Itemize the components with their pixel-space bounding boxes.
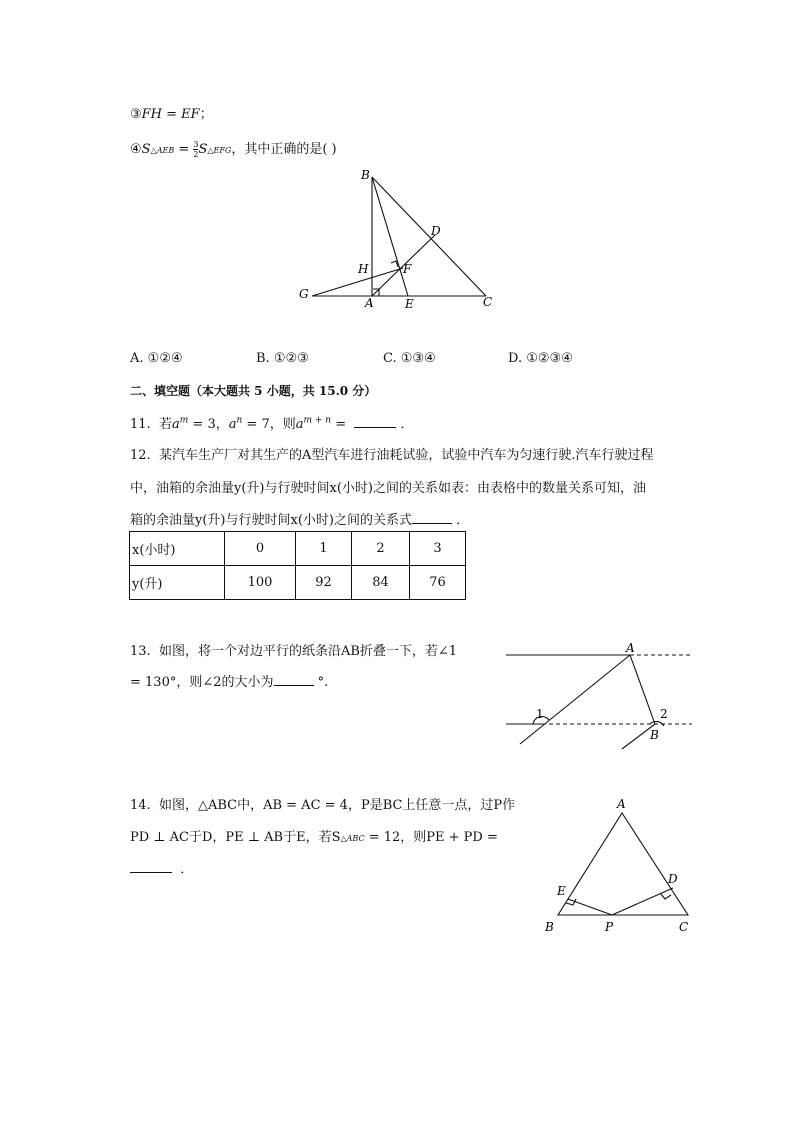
label-e: E — [557, 884, 566, 898]
q11-prefix: 若 — [158, 417, 172, 432]
statement-4-number: ④ — [130, 142, 142, 157]
option-c-letter: C. — [383, 351, 397, 366]
right-angle-d — [661, 894, 671, 899]
option-d-letter: D. — [508, 351, 523, 366]
q14-text-line-1: 如图，△ABC中，AB = AC = 4，P是BC上任意一点，过P作 — [158, 798, 516, 813]
q11-exp-2: n — [236, 415, 243, 426]
question-14-line-3 — [130, 858, 193, 877]
question-11-number: 11. — [130, 417, 151, 432]
q11-end: ． — [400, 417, 414, 432]
section-2-title: 二、填空题（本大题共 5 小题，共 15.0 分） — [130, 384, 377, 398]
statement-3 — [130, 103, 213, 122]
q11-text-1: = 3， — [188, 417, 229, 432]
area-efg-subscript: △EFG — [207, 146, 232, 155]
q12-answer-blank[interactable] — [412, 511, 452, 524]
area-aeb-symbol: S — [141, 142, 151, 157]
q11-exp-1: m — [179, 415, 189, 426]
label-h: H — [358, 262, 369, 276]
q11-exp-3: m + n — [303, 415, 332, 426]
area-aeb-subscript: △AEB — [150, 146, 175, 155]
question-12-line-1 — [130, 444, 653, 463]
segment-a-left — [520, 655, 630, 744]
table-cell: 76 — [410, 566, 466, 600]
fraction-numerator: 3 — [193, 140, 199, 149]
question-14-line-2 — [130, 826, 498, 845]
label-e: E — [405, 297, 414, 311]
label-b: B — [650, 728, 659, 742]
right-angle-f — [391, 261, 398, 267]
segment-bc — [372, 177, 486, 296]
q11-base-2: a — [228, 417, 237, 432]
option-d[interactable] — [508, 351, 573, 366]
label-d: D — [668, 872, 678, 886]
statement-3-number: ③ — [130, 107, 142, 122]
label-angle-1: 1 — [536, 707, 544, 721]
q12-end: ． — [456, 513, 470, 528]
table-cell: 1 — [296, 532, 352, 566]
question-11 — [130, 413, 414, 432]
label-a: A — [626, 641, 635, 655]
option-a-letter: A. — [130, 351, 144, 366]
equals-sign: = — [174, 142, 194, 157]
option-a[interactable] — [130, 351, 183, 366]
question-12-line-3 — [130, 509, 469, 528]
q13-answer-blank[interactable] — [274, 673, 314, 686]
fraction-denominator: 2 — [193, 150, 199, 159]
question-12-line-2: 中，油箱的余油量y(升)与行驶时间x(小时)之间的关系如表：由表格中的数量关系可知，油 — [130, 481, 646, 496]
q11-text-3: = — [331, 417, 351, 432]
table-cell: 92 — [296, 566, 352, 600]
option-c[interactable] — [383, 351, 436, 366]
statement-4 — [130, 138, 337, 159]
label-f: F — [403, 262, 412, 276]
segment-ab — [630, 655, 655, 724]
q11-base-1: a — [171, 417, 180, 432]
option-a-value: ①②④ — [147, 351, 183, 366]
label-a: A — [617, 797, 626, 811]
question-13-line-2 — [130, 671, 328, 690]
q13-text-line-2: = 130°，则∠2的大小为 — [130, 675, 274, 690]
question-13-number: 13. — [130, 644, 151, 659]
question-12-number: 12. — [130, 448, 151, 463]
value-table — [129, 531, 466, 600]
label-g: G — [299, 287, 309, 301]
q12-text-line-3: 箱的余油量y(升)与行驶时间x(小时)之间的关系式 — [130, 513, 412, 528]
triangle-abc — [558, 813, 688, 915]
statement-3-end: ； — [199, 107, 213, 122]
option-b-letter: B. — [256, 351, 270, 366]
statement-4-tail: ，其中正确的是( ) — [231, 142, 337, 157]
q14-end: ． — [180, 862, 194, 877]
question-13-line-1 — [130, 640, 457, 659]
q13-text-line-1: 如图，将一个对边平行的纸条沿AB折叠一下，若∠1 — [158, 644, 458, 659]
q14-answer-blank[interactable] — [130, 860, 172, 873]
q12-text-line-1: 某汽车生产厂对其生产的A型汽车进行油耗试验，试验中汽车为匀速行驶.汽车行驶过程 — [158, 448, 654, 463]
q11-base-3: a — [295, 417, 304, 432]
table-cell: 2 — [352, 532, 410, 566]
label-p: P — [605, 920, 614, 934]
option-b-value: ①②③ — [273, 351, 309, 366]
table-cell: 3 — [410, 532, 466, 566]
q11-text-2: = 7，则 — [242, 417, 296, 432]
label-b: B — [361, 168, 370, 182]
question-14-number: 14. — [130, 798, 151, 813]
label-c: C — [483, 295, 493, 309]
option-c-value: ①③④ — [400, 351, 436, 366]
table-cell: 0 — [225, 532, 296, 566]
label-c: C — [679, 920, 689, 934]
q14-text-line-2a: PD ⊥ AC于D，PE ⊥ AB于E，若S — [130, 830, 341, 845]
figure-folded-strip — [500, 640, 695, 750]
question-14-line-1 — [130, 794, 515, 813]
q14-area-subscript: △ABC — [340, 834, 365, 843]
table-header-x: x(小时) — [130, 532, 225, 566]
label-d: D — [431, 224, 441, 238]
figure-isosceles-triangle — [540, 795, 700, 940]
figure-triangle-bgc — [290, 165, 510, 315]
table-cell: 84 — [352, 566, 410, 600]
area-efg-symbol: S — [198, 142, 208, 157]
label-angle-2: 2 — [660, 707, 668, 721]
table-row — [130, 532, 466, 566]
label-a: A — [365, 296, 374, 310]
table-cell: 100 — [225, 566, 296, 600]
table-header-y: y(升) — [130, 566, 225, 600]
table-row — [130, 566, 466, 600]
q13-degree: °. — [317, 675, 329, 690]
q11-answer-blank[interactable] — [354, 415, 396, 428]
q14-text-line-2b: = 12，则PE + PD = — [364, 830, 498, 845]
option-b[interactable] — [256, 351, 309, 366]
option-d-value: ①②③④ — [526, 351, 573, 366]
statement-3-expression: FH = EF — [141, 107, 200, 122]
label-b: B — [545, 920, 554, 934]
segment-pd — [612, 888, 673, 915]
